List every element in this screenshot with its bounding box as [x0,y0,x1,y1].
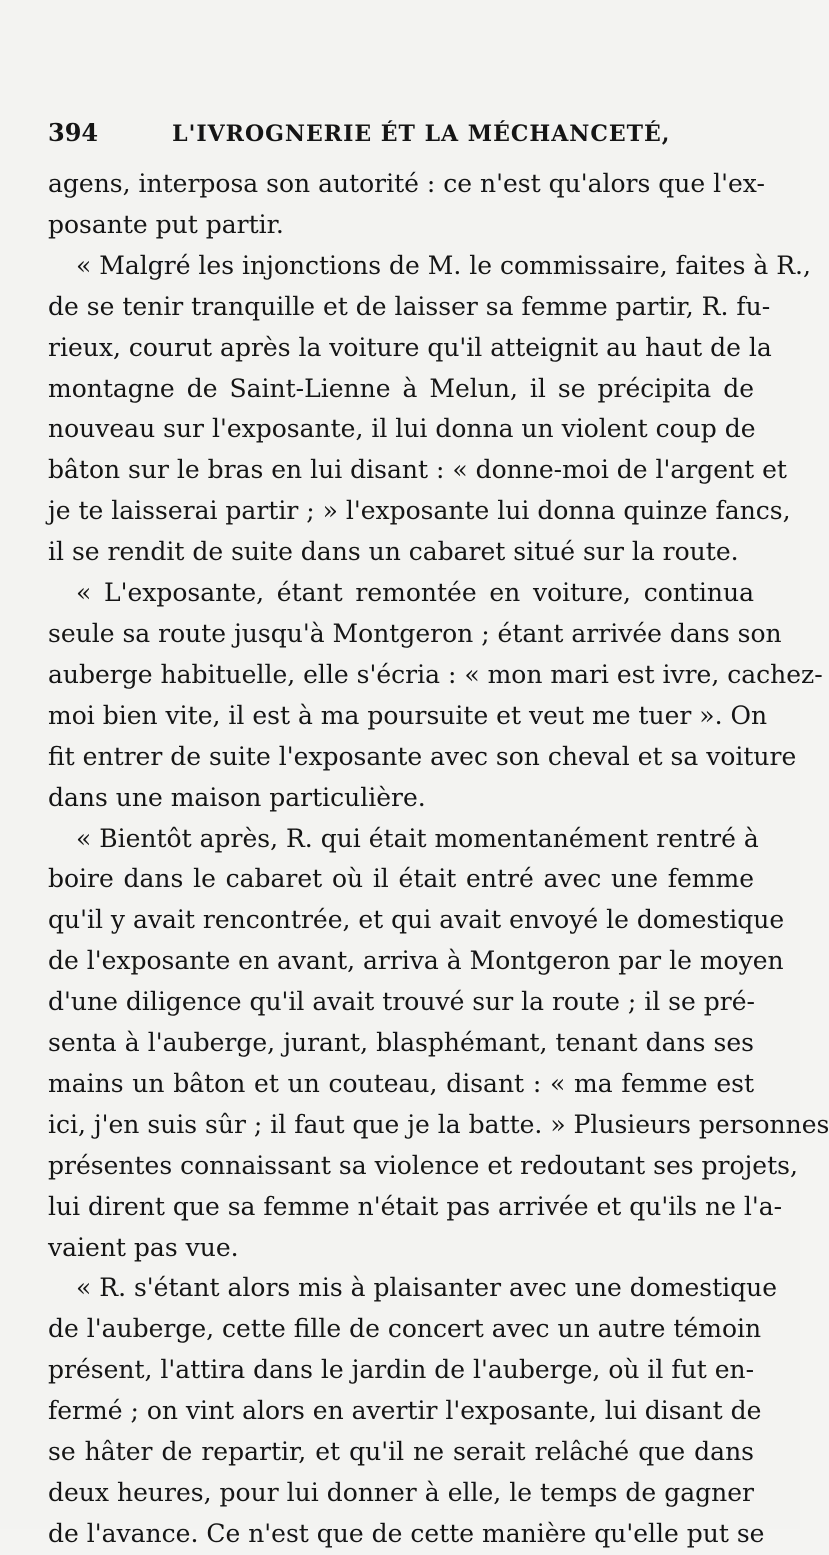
text-line: présent, l'attira dans le jardin de l'auberge, où il fut en- [48,1355,755,1385]
text-line: « Malgré les injonctions de M. le commissaire, faites à R., [76,250,811,280]
text-line: « R. s'étant alors mis à plaisanter avec une domestique [76,1273,778,1303]
running-title: L'IVROGNERIE ÉT LA MÉCHANCETÉ, [172,121,671,147]
running-head [48,118,754,162]
text-line: je te laisserai partir ; » l'exposante lui donna quinze fancs, [48,496,791,526]
text-line: de l'avance. Ce n'est que de cette manière qu'elle put se [48,1518,765,1548]
text-line: présentes connaissant sa violence et redoutant ses projets, [48,1150,798,1180]
text-line: moi bien vite, il est à ma poursuite et veut me tuer ». On [48,700,768,730]
text-line: senta à l'auberge, jurant, blasphémant, tenant dans ses [48,1028,754,1058]
text-line: se hâter de repartir, et qu'il ne serait relâché que dans [48,1437,754,1467]
text-line: qu'il y avait rencontrée, et qui avait envoyé le domestique [48,905,785,935]
text-line: fermé ; on vint alors en avertir l'exposante, lui disant de [48,1396,762,1426]
text-line: ici, j'en suis sûr ; il faut que je la batte. » Plusieurs personnes [48,1109,829,1139]
text-line: fit entrer de suite l'exposante avec son cheval et sa voiture [48,741,797,771]
text-line: vaient pas vue. [48,1232,239,1262]
text-line: boire dans le cabaret où il était entré avec une femme [48,864,754,894]
text-line: nouveau sur l'exposante, il lui donna un violent coup de [48,414,756,444]
text-line: « L'exposante, étant remontée en voiture, continua [76,578,754,608]
page-number: 394 [48,118,99,147]
text-line: de l'auberge, cette fille de concert avec un autre témoin [48,1314,762,1344]
text-line: posante put partir. [48,209,284,239]
body-text [48,164,829,1555]
text-line: il se rendit de suite dans un cabaret situé sur la route. [48,537,739,567]
text-line: lui dirent que sa femme n'était pas arrivée et qu'ils ne l'a- [48,1191,783,1221]
text-line: rieux, courut après la voiture qu'il atteignit au haut de la [48,332,772,362]
text-line: de se tenir tranquille et de laisser sa femme partir, R. fu- [48,291,771,321]
text-line: agens, interposa son autorité : ce n'est qu'alors que l'ex- [48,169,765,198]
text-line: mains un bâton et un couteau, disant : « ma femme est [48,1068,754,1098]
text-line: de l'exposante en avant, arriva à Montgeron par le moyen [48,946,784,976]
text-line: montagne de Saint-Lienne à Melun, il se précipita de [48,373,754,403]
text-line: deux heures, pour lui donner à elle, le temps de gagner [48,1478,754,1507]
text-line: seule sa route jusqu'à Montgeron ; étant arrivée dans son [48,618,782,648]
text-line: auberge habituelle, elle s'écria : « mon mari est ivre, cachez- [48,659,823,689]
text-line: dans une maison particulière. [48,782,426,812]
text-line: bâton sur le bras en lui disant : « donne-moi de l'argent et [48,455,787,485]
text-line: « Bientôt après, R. qui était momentanément rentré à [76,823,759,853]
text-line: d'une diligence qu'il avait trouvé sur la route ; il se pré- [48,987,755,1017]
